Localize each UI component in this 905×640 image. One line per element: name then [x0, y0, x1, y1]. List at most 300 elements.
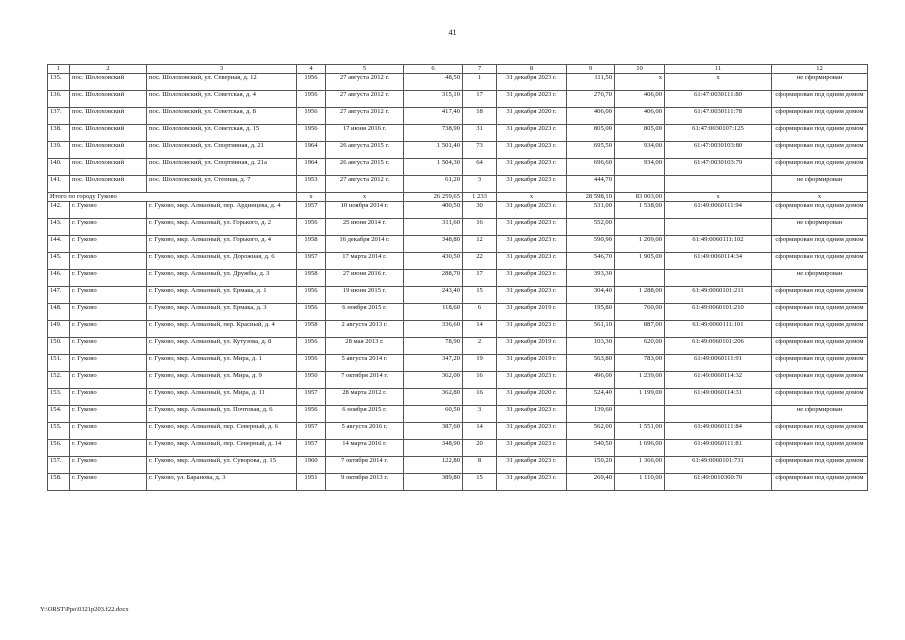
build-year: 1960 — [297, 457, 326, 474]
table-row — [48, 321, 868, 338]
col9-value: 269,40 — [567, 474, 615, 491]
table-row — [48, 304, 868, 321]
row-number: 148. — [48, 304, 70, 321]
table-row — [48, 125, 868, 142]
column-number: 1 — [48, 65, 70, 74]
inspection-date: 16 декабря 2014 г. — [326, 236, 404, 253]
land-status: не сформирован — [772, 74, 868, 91]
area: 118,60 — [404, 304, 463, 321]
build-year: 1956 — [297, 74, 326, 91]
resettlement-deadline: 31 декабря 2023 г. — [497, 142, 567, 159]
resettlement-deadline: 31 декабря 2023 г. — [497, 270, 567, 287]
land-status: сформирован под одним домом — [772, 287, 868, 304]
cadastral-number: 61:49:0060111:91 — [665, 355, 772, 372]
settlement: г. Гуково — [70, 287, 147, 304]
row-number: 145. — [48, 253, 70, 270]
row-number: 147. — [48, 287, 70, 304]
row-number: 136. — [48, 91, 70, 108]
resettlement-deadline: 31 декабря 2023 г. — [497, 321, 567, 338]
column-number: 4 — [297, 65, 326, 74]
residents-count: 15 — [463, 474, 497, 491]
area: 362,80 — [404, 389, 463, 406]
settlement: г. Гуково — [70, 321, 147, 338]
col9-value: 805,00 — [567, 125, 615, 142]
table-row — [48, 91, 868, 108]
residents-count: 30 — [463, 202, 497, 219]
total-cadastral: х — [665, 193, 772, 202]
table-row — [48, 406, 868, 423]
resettlement-deadline: 31 декабря 2023 г. — [497, 253, 567, 270]
row-number: 144. — [48, 236, 70, 253]
table-row — [48, 159, 868, 176]
column-number: 2 — [70, 65, 147, 74]
inspection-date: 17 марта 2014 г. — [326, 253, 404, 270]
settlement: пос. Шолоховский — [70, 159, 147, 176]
build-year: 1957 — [297, 202, 326, 219]
area: 315,10 — [404, 91, 463, 108]
residents-count: 2 — [463, 338, 497, 355]
cadastral-number: 61:49:0060111:84 — [665, 423, 772, 440]
column-number: 11 — [665, 65, 772, 74]
resettlement-deadline: 31 декабря 2023 г. — [497, 202, 567, 219]
settlement: г. Гуково — [70, 355, 147, 372]
total-date: х — [326, 193, 404, 202]
table-row — [48, 270, 868, 287]
col9-value: 496,00 — [567, 372, 615, 389]
row-number: 135. — [48, 74, 70, 91]
total-count: 1 233 — [463, 193, 497, 202]
area: 417,40 — [404, 108, 463, 125]
cadastral-number: 61:49:0060111:94 — [665, 202, 772, 219]
land-status: сформирован под одним домом — [772, 338, 868, 355]
address: пос. Шолоховский, ул. Советская, д. 4 — [147, 91, 297, 108]
build-year: 1951 — [297, 474, 326, 491]
settlement: г. Гуково — [70, 423, 147, 440]
inspection-date: 14 марта 2016 г. — [326, 440, 404, 457]
col10-value: 805,00 — [615, 125, 665, 142]
cadastral-number: 61:49:0060114:34 — [665, 253, 772, 270]
address: пос. Шолоховский, ул. Степная, д. 7 — [147, 176, 297, 193]
area: 348,80 — [404, 236, 463, 253]
area: 430,50 — [404, 253, 463, 270]
cadastral-number: 61:49:0060111:101 — [665, 321, 772, 338]
col9-value: 195,80 — [567, 304, 615, 321]
settlement: г. Гуково — [70, 236, 147, 253]
build-year: 1957 — [297, 423, 326, 440]
address: пос. Шолоховский, ул. Советская, д. 8 — [147, 108, 297, 125]
col9-value: 590,90 — [567, 236, 615, 253]
row-number: 142. — [48, 202, 70, 219]
column-number: 8 — [497, 65, 567, 74]
row-number: 155. — [48, 423, 70, 440]
settlement: пос. Шолоховский — [70, 91, 147, 108]
col10-value: 1 288,00 — [615, 287, 665, 304]
resettlement-deadline: 31 декабря 2023 г. — [497, 406, 567, 423]
row-number: 139. — [48, 142, 70, 159]
row-number: 141. — [48, 176, 70, 193]
inspection-date: 10 ноября 2014 г. — [326, 202, 404, 219]
land-status: сформирован под одним домом — [772, 355, 868, 372]
inspection-date: 27 августа 2012 г. — [326, 91, 404, 108]
residents-count: 16 — [463, 219, 497, 236]
col10-value: 760,00 — [615, 304, 665, 321]
land-status: сформирован под одним домом — [772, 236, 868, 253]
land-status: сформирован под одним домом — [772, 142, 868, 159]
total-col10: 83 003,00 — [615, 193, 665, 202]
land-status: сформирован под одним домом — [772, 304, 868, 321]
settlement: г. Гуково — [70, 389, 147, 406]
land-status: не сформирован — [772, 406, 868, 423]
row-number: 151. — [48, 355, 70, 372]
resettlement-deadline: 31 декабря 2023 г. — [497, 159, 567, 176]
build-year: 1956 — [297, 338, 326, 355]
cadastral-number: 61:49:0060114:31 — [665, 389, 772, 406]
col9-value: 139,60 — [567, 406, 615, 423]
area: 362,00 — [404, 372, 463, 389]
land-status: сформирован под одним домом — [772, 372, 868, 389]
resettlement-deadline: 31 декабря 2023 г. — [497, 125, 567, 142]
area: 347,20 — [404, 355, 463, 372]
area: 738,90 — [404, 125, 463, 142]
cadastral-number: 61:47:0030111:80 — [665, 91, 772, 108]
col10-value: 406,00 — [615, 108, 665, 125]
inspection-date: 27 августа 2012 г. — [326, 176, 404, 193]
address: г. Гуково, мкр. Алмазный, пер. Красный, д. 4 — [147, 321, 297, 338]
col9-value: 444,70 — [567, 176, 615, 193]
settlement: г. Гуково — [70, 474, 147, 491]
settlement: пос. Шолоховский — [70, 74, 147, 91]
settlement: г. Гуково — [70, 372, 147, 389]
residents-count: 3 — [463, 176, 497, 193]
col10-value: 1 905,00 — [615, 253, 665, 270]
residents-count: 16 — [463, 372, 497, 389]
resettlement-deadline: 31 декабря 2020 г. — [497, 108, 567, 125]
resettlement-deadline: 31 декабря 2019 г. — [497, 355, 567, 372]
inspection-date: 26 августа 2015 г. — [326, 159, 404, 176]
col9-value: 563,80 — [567, 355, 615, 372]
table-row — [48, 474, 868, 491]
land-status: сформирован под одним домом — [772, 125, 868, 142]
inspection-date: 6 ноября 2015 г. — [326, 406, 404, 423]
table-row — [48, 423, 868, 440]
settlement: г. Гуково — [70, 406, 147, 423]
residents-count: 12 — [463, 236, 497, 253]
resettlement-deadline: 31 декабря 2019 г. — [497, 338, 567, 355]
resettlement-deadline: 31 декабря 2023 г. — [497, 176, 567, 193]
build-year: 1956 — [297, 355, 326, 372]
inspection-date: 27 июня 2016 г. — [326, 270, 404, 287]
col10-value: 1 209,00 — [615, 236, 665, 253]
land-status: сформирован под одним домом — [772, 321, 868, 338]
build-year: 1950 — [297, 372, 326, 389]
total-row — [48, 193, 868, 202]
build-year: 1964 — [297, 142, 326, 159]
cadastral-number: 61:49:0060101:210 — [665, 304, 772, 321]
settlement: пос. Шолоховский — [70, 125, 147, 142]
cadastral-number: 61:47:0030107:125 — [665, 125, 772, 142]
row-number: 140. — [48, 159, 70, 176]
inspection-date: 17 июня 2016 г. — [326, 125, 404, 142]
build-year: 1957 — [297, 253, 326, 270]
col10-value: 887,00 — [615, 321, 665, 338]
area: 311,60 — [404, 219, 463, 236]
table-row — [48, 253, 868, 270]
col9-value: 540,50 — [567, 440, 615, 457]
residents-count: 14 — [463, 423, 497, 440]
table-row — [48, 440, 868, 457]
land-status: сформирован под одним домом — [772, 108, 868, 125]
col9-value: 524,40 — [567, 389, 615, 406]
page-number: 41 — [448, 28, 457, 37]
residents-count: 64 — [463, 159, 497, 176]
address: г. Гуково, мкр. Алмазный, ул. Горького, д. 4 — [147, 236, 297, 253]
area: 387,60 — [404, 423, 463, 440]
row-number: 158. — [48, 474, 70, 491]
land-status: сформирован под одним домом — [772, 474, 868, 491]
settlement: пос. Шолоховский — [70, 108, 147, 125]
land-status: не сформирован — [772, 270, 868, 287]
column-number: 9 — [567, 65, 615, 74]
address: г. Гуково, мкр. Алмазный, ул. Кутузова, д. 8 — [147, 338, 297, 355]
land-status: сформирован под одним домом — [772, 202, 868, 219]
table-row — [48, 372, 868, 389]
row-number: 156. — [48, 440, 70, 457]
table-row — [48, 287, 868, 304]
col10-value: 1 696,00 — [615, 440, 665, 457]
build-year: 1956 — [297, 108, 326, 125]
settlement: г. Гуково — [70, 440, 147, 457]
total-label: Итого по городу Гуково — [48, 193, 297, 202]
col9-value: 111,50 — [567, 74, 615, 91]
column-number: 10 — [615, 65, 665, 74]
area: 122,80 — [404, 457, 463, 474]
col10-value: 1 551,00 — [615, 423, 665, 440]
land-status: не сформирован — [772, 219, 868, 236]
col9-value: 546,70 — [567, 253, 615, 270]
residents-count: 1 — [463, 74, 497, 91]
cadastral-number: 61:47:0030103:79 — [665, 159, 772, 176]
residents-count: 20 — [463, 440, 497, 457]
settlement: г. Гуково — [70, 202, 147, 219]
resettlement-deadline: 31 декабря 2023 г. — [497, 74, 567, 91]
inspection-date: 6 ноября 2015 г. — [326, 304, 404, 321]
col9-value: 406,00 — [567, 108, 615, 125]
col10-value: 406,00 — [615, 91, 665, 108]
build-year: 1958 — [297, 321, 326, 338]
residents-count: 17 — [463, 270, 497, 287]
row-number: 146. — [48, 270, 70, 287]
resettlement-deadline: 31 декабря 2023 г. — [497, 236, 567, 253]
land-status: сформирован под одним домом — [772, 440, 868, 457]
col10-value — [615, 219, 665, 236]
residents-count: 3 — [463, 406, 497, 423]
table-row — [48, 142, 868, 159]
cadastral-number — [665, 270, 772, 287]
col9-value: 393,30 — [567, 270, 615, 287]
land-status: сформирован под одним домом — [772, 423, 868, 440]
row-number: 152. — [48, 372, 70, 389]
col9-value: 562,00 — [567, 423, 615, 440]
resettlement-deadline: 31 декабря 2023 г. — [497, 474, 567, 491]
build-year: 1958 — [297, 270, 326, 287]
col9-value: 304,40 — [567, 287, 615, 304]
area: 336,60 — [404, 321, 463, 338]
resettlement-deadline: 31 декабря 2023 г. — [497, 287, 567, 304]
area: 1 504,30 — [404, 159, 463, 176]
cadastral-number — [665, 176, 772, 193]
row-number: 154. — [48, 406, 70, 423]
build-year: 1957 — [297, 389, 326, 406]
land-status: сформирован под одним домом — [772, 389, 868, 406]
address: г. Гуково, мкр. Алмазный, ул. Горького, д. 2 — [147, 219, 297, 236]
cadastral-number: 61:49:0060114:32 — [665, 372, 772, 389]
residents-count: 15 — [463, 287, 497, 304]
cadastral-number: 61:47:0030111:78 — [665, 108, 772, 125]
build-year: 1953 — [297, 176, 326, 193]
inspection-date: 25 июня 2014 г. — [326, 219, 404, 236]
residents-count: 6 — [463, 304, 497, 321]
address: пос. Шолоховский, ул. Спортивная, д. 21 — [147, 142, 297, 159]
total-deadline: х — [497, 193, 567, 202]
col10-value: 1 538,00 — [615, 202, 665, 219]
land-status: сформирован под одним домом — [772, 159, 868, 176]
cadastral-number: х — [665, 74, 772, 91]
address: г. Гуково, мкр. Алмазный, ул. Ермака, д. 3 — [147, 304, 297, 321]
col9-value: 552,00 — [567, 219, 615, 236]
inspection-date: 9 октября 2013 г. — [326, 474, 404, 491]
col10-value — [615, 176, 665, 193]
column-number: 12 — [772, 65, 868, 74]
col9-value: 103,30 — [567, 338, 615, 355]
cadastral-number: 61:49:0060101:211 — [665, 287, 772, 304]
residents-count: 18 — [463, 108, 497, 125]
row-number: 153. — [48, 389, 70, 406]
inspection-date: 19 июня 2015 г. — [326, 287, 404, 304]
total-status: х — [772, 193, 868, 202]
address: пос. Шолоховский, ул. Советская, д. 15 — [147, 125, 297, 142]
settlement: г. Гуково — [70, 457, 147, 474]
resettlement-deadline: 31 декабря 2023 г. — [497, 91, 567, 108]
residents-count: 31 — [463, 125, 497, 142]
land-status: сформирован под одним домом — [772, 91, 868, 108]
inspection-date: 27 августа 2012 г. — [326, 108, 404, 125]
build-year: 1957 — [297, 440, 326, 457]
inspection-date: 7 октября 2014 г. — [326, 372, 404, 389]
col10-value: х — [615, 74, 665, 91]
area: 348,90 — [404, 440, 463, 457]
col9-value: 695,50 — [567, 142, 615, 159]
col9-value: 531,00 — [567, 202, 615, 219]
column-number: 7 — [463, 65, 497, 74]
table-row — [48, 236, 868, 253]
col10-value: 783,00 — [615, 355, 665, 372]
area: 61,20 — [404, 176, 463, 193]
area: 389,80 — [404, 474, 463, 491]
address: г. Гуково, мкр. Алмазный, ул. Дорожная, д. 6 — [147, 253, 297, 270]
address: пос. Шолоховский, ул. Северная, д. 12 — [147, 74, 297, 91]
row-number: 150. — [48, 338, 70, 355]
area: 288,70 — [404, 270, 463, 287]
table-row — [48, 176, 868, 193]
col9-value: 150,20 — [567, 457, 615, 474]
total-year: х — [297, 193, 326, 202]
build-year: 1956 — [297, 406, 326, 423]
build-year: 1956 — [297, 304, 326, 321]
inspection-date: 5 августа 2014 г. — [326, 355, 404, 372]
inspection-date: 27 августа 2012 г. — [326, 74, 404, 91]
col10-value: 1 110,00 — [615, 474, 665, 491]
cadastral-number: 61:49:0010360:70 — [665, 474, 772, 491]
resettlement-deadline: 31 декабря 2023 г. — [497, 440, 567, 457]
address: г. Гуково, ул. Баранова, д. 3 — [147, 474, 297, 491]
address: пос. Шолоховский, ул. Спортивная, д. 21а — [147, 159, 297, 176]
land-status: не сформирован — [772, 176, 868, 193]
resettlement-deadline: 31 декабря 2023 г. — [497, 372, 567, 389]
address: г. Гуково, мкр. Алмазный, пер. Северный, д. 6 — [147, 423, 297, 440]
col10-value: 1 199,00 — [615, 389, 665, 406]
table-row — [48, 202, 868, 219]
residents-count: 16 — [463, 389, 497, 406]
col10-value — [615, 270, 665, 287]
cadastral-number — [665, 406, 772, 423]
total-col9: 28 598,10 — [567, 193, 615, 202]
inspection-date: 7 октября 2014 г. — [326, 457, 404, 474]
settlement: г. Гуково — [70, 338, 147, 355]
table-row — [48, 74, 868, 91]
column-number: 6 — [404, 65, 463, 74]
land-status: сформирован под одним домом — [772, 457, 868, 474]
cadastral-number: 61:49:0060111:102 — [665, 236, 772, 253]
address: г. Гуково, мкр. Алмазный, ул. Суворова, д. 15 — [147, 457, 297, 474]
area: 60,50 — [404, 406, 463, 423]
address: г. Гуково, мкр. Алмазный, ул. Дружбы, д. 3 — [147, 270, 297, 287]
inspection-date: 28 марта 2012 г. — [326, 389, 404, 406]
area: 1 501,40 — [404, 142, 463, 159]
col9-value: 561,10 — [567, 321, 615, 338]
residents-count: 17 — [463, 91, 497, 108]
col9-value: 696,60 — [567, 159, 615, 176]
cadastral-number: 61:49:0060101:206 — [665, 338, 772, 355]
address: г. Гуково, мкр. Алмазный, ул. Мира, д. 9 — [147, 372, 297, 389]
settlement: г. Гуково — [70, 219, 147, 236]
build-year: 1956 — [297, 91, 326, 108]
col10-value: 620,00 — [615, 338, 665, 355]
settlement: пос. Шолоховский — [70, 142, 147, 159]
build-year: 1964 — [297, 159, 326, 176]
address: г. Гуково, мкр. Алмазный, ул. Мира, д. 1 — [147, 355, 297, 372]
build-year: 1958 — [297, 236, 326, 253]
address: г. Гуково, мкр. Алмазный, ул. Почтовая, д. 6 — [147, 406, 297, 423]
col10-value: 934,00 — [615, 159, 665, 176]
resettlement-deadline: 31 декабря 2023 г. — [497, 423, 567, 440]
area: 400,50 — [404, 202, 463, 219]
column-number: 3 — [147, 65, 297, 74]
address: г. Гуково, мкр. Алмазный, ул. Мира, д. 11 — [147, 389, 297, 406]
build-year: 1956 — [297, 219, 326, 236]
resettlement-deadline: 31 декабря 2023 г. — [497, 457, 567, 474]
file-path-footer: Y:\ORST\Ppo\0321p203.f22.docx — [40, 606, 129, 613]
inspection-date: 5 августа 2016 г. — [326, 423, 404, 440]
inspection-date: 26 августа 2015 г. — [326, 142, 404, 159]
table-row — [48, 389, 868, 406]
residents-count: 14 — [463, 321, 497, 338]
residents-count: 8 — [463, 457, 497, 474]
inspection-date: 28 мая 2013 г. — [326, 338, 404, 355]
cadastral-number: 61:49:0060111:81 — [665, 440, 772, 457]
col10-value — [615, 406, 665, 423]
total-area: 26 259,65 — [404, 193, 463, 202]
area: 48,50 — [404, 74, 463, 91]
